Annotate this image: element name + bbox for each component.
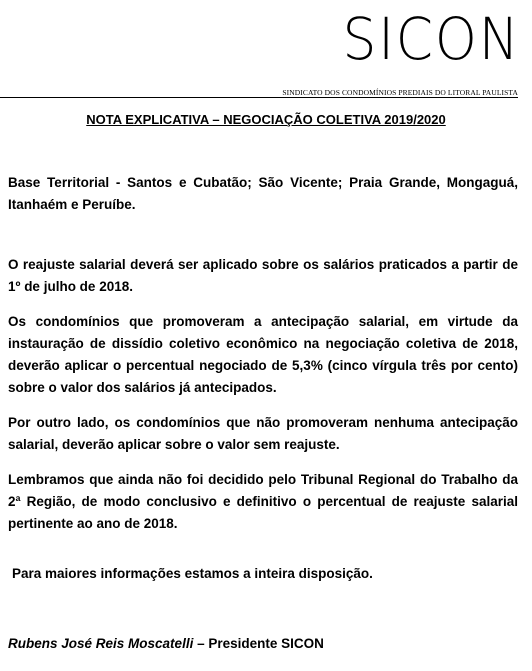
document-title: NOTA EXPLICATIVA – NEGOCIAÇÃO COLETIVA 2019/2020	[86, 112, 446, 127]
signatory-name: Rubens José Reis Moscatelli	[8, 636, 194, 651]
territory-paragraph: Base Territorial - Santos e Cubatão; São Vicente; Praia Grande, Mongaguá, Itanhaém e Peruíbe.	[8, 175, 518, 212]
paragraph-tribunal: Lembramos que ainda não foi decidido pelo Tribunal Regional do Trabalho da 2ª Região, de modo conclusivo e definitivo o percentual de reajuste salarial pertinente ao ano de 2018.	[8, 472, 518, 531]
paragraph-contact: Para maiores informações estamos a inteira disposição.	[12, 566, 373, 581]
paragraph-anticipation: Os condomínios que promoveram a antecipação salarial, em virtude da instauração de dissídio coletivo econômico na negociação coletiva de 2018, deverão aplicar o percentual negociado de 5,3% (cinco vírgula três por cento) sobre o valor dos salários já antecipados.	[8, 314, 518, 395]
sicon-logo: SICON	[342, 5, 520, 73]
paragraph-readjustment-date: O reajuste salarial deverá ser aplicado sobre os salários praticados a partir de 1º de julho de 2018.	[8, 257, 518, 294]
signature-line	[8, 636, 324, 651]
document-body	[8, 172, 518, 585]
letterhead	[0, 0, 532, 100]
signatory-role: – Presidente SICON	[193, 636, 324, 651]
header-divider	[0, 97, 518, 98]
organization-name: SINDICATO DOS CONDOMÍNIOS PREDIAIS DO LITORAL PAULISTA	[282, 88, 518, 97]
paragraph-no-anticipation: Por outro lado, os condomínios que não promoveram nenhuma antecipação salarial, deverão aplicar sobre o valor sem reajuste.	[8, 415, 518, 452]
